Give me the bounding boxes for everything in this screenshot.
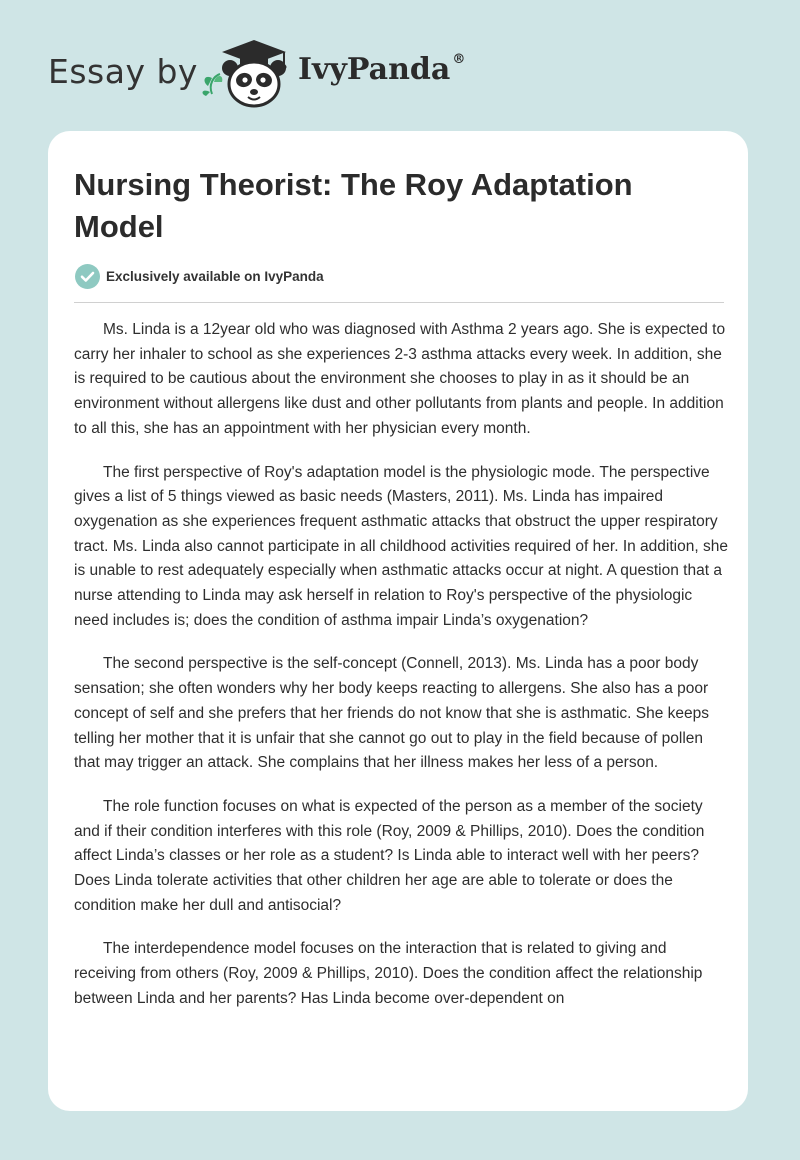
divider: [74, 302, 724, 303]
brand-prefix: Essay by: [48, 52, 198, 91]
paragraph: The role function focuses on what is expected of the person as a member of the society and if their condition interferes with this role (Roy, 2009 & Phillips, 2010). Does the condition affect Linda’s classes or her role as a student? Is Linda able to interact well with her peers? Does Linda tolerate activities that other children her age are able to tolerate or does the condition make her dull and antisocial?: [74, 797, 705, 914]
page-title: Nursing Theorist: The Roy Adaptation Model: [74, 167, 633, 244]
brand-name-text: IvyPanda: [298, 52, 451, 87]
paragraph: The second perspective is the self-concept (Connell, 2013). Ms. Linda has a poor body sensation; she often wonders why her body keeps reacting to allergens. She also has a poor concept of self and she prefers that her friends do not know that she is asthmatic. She keeps telling her mother that it is unfair that she cannot go out to play in the field because of pollen that may trigger an attack. She complains that her illness makes her less of a person.: [74, 655, 710, 772]
check-circle-icon: [75, 264, 100, 289]
paragraph: The first perspective of Roy's adaptation model is the physiologic mode. The perspective gives a list of 5 things viewed as basic needs (Masters, 2011). Ms. Linda has impaired oxygenation as she experiences frequent asthmatic attacks that obstruct the upper respiratory tract. Ms. Linda also cannot participate in all childhood activities required of her. In addition, she is unable to rest adequately especially when asthmatic attacks occur at night. A question that a nurse attending to Linda may ask herself in relation to Roy's perspective of the physiologic need includes is; does the condition of asthma impair Linda’s oxygenation?: [74, 463, 728, 629]
site-header: [0, 0, 800, 130]
exclusive-badge-label: Exclusively available on IvyPanda: [106, 268, 324, 284]
essay-body: [74, 318, 728, 1031]
panda-graduate-logo-icon[interactable]: [200, 34, 296, 110]
registered-mark: ®: [452, 52, 466, 67]
paragraph: The interdependence model focuses on the interaction that is related to giving and receiving from others (Roy, 2009 & Phillips, 2010). Does the condition affect the relationship between Linda and her parents? Has Linda become over-dependent on: [74, 940, 703, 1007]
paragraph: Ms. Linda is a 12year old who was diagnosed with Asthma 2 years ago. She is expected to carry her inhaler to school as she experiences 2-3 asthma attacks every week. In addition, she is required to be cautious about the environment she chooses to play in as it should be an environment without allergens like dust and other pollutants from plants and people. In addition to all this, she has an appointment with her physician every month.: [74, 321, 726, 437]
brand-name[interactable]: [298, 52, 465, 87]
essay-card: [48, 131, 748, 1111]
exclusive-badge: [75, 263, 324, 289]
